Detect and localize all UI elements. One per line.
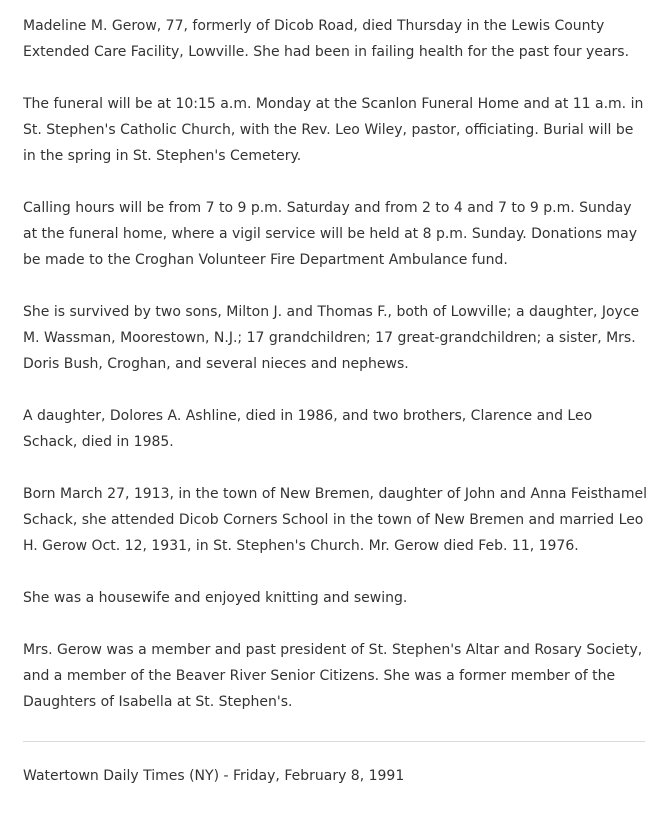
paragraph-survivors: She is survived by two sons, Milton J. and Thomas F., both of Lowville; a daughter, Joyce M. Wassman, Moorestown, N.J.; 17 grandchildren; 17 great-grandchildren; a sister, Mrs. Doris Bush, Croghan, and several nieces and nephews.	[23, 304, 640, 372]
paragraph-predeceased: A daughter, Dolores A. Ashline, died in 1986, and two brothers, Clarence and Leo Schack, died in 1985.	[23, 408, 593, 450]
source-divider	[23, 741, 645, 742]
source-citation: Watertown Daily Times (NY) - Friday, February 8, 1991	[23, 768, 405, 784]
paragraph-calling-hours: Calling hours will be from 7 to 9 p.m. Saturday and from 2 to 4 and 7 to 9 p.m. Sunday at the funeral home, where a vigil service will be held at 8 p.m. Sunday. Donations may be made to the Croghan Volunteer Fire Department Ambulance fund.	[23, 200, 637, 268]
paragraph-death-notice: Madeline M. Gerow, 77, formerly of Dicob Road, died Thursday in the Lewis County Extended Care Facility, Lowville. She had been in failing health for the past four years.	[23, 18, 630, 60]
paragraph-hobbies: She was a housewife and enjoyed knitting and sewing.	[23, 590, 408, 606]
paragraph-memberships: Mrs. Gerow was a member and past president of St. Stephen's Altar and Rosary Society, and a member of the Beaver River Senior Citizens. She was a former member of the Daughters of Isabella at St. Stephen's.	[23, 642, 643, 710]
paragraph-biography: Born March 27, 1913, in the town of New Bremen, daughter of John and Anna Feisthamel Schack, she attended Dicob Corners School in the town of New Bremen and married Leo H. Gerow Oct. 12, 1931, in St. Stephen's Church. Mr. Gerow died Feb. 11, 1976.	[23, 486, 648, 554]
paragraph-funeral: The funeral will be at 10:15 a.m. Monday at the Scanlon Funeral Home and at 11 a.m. in St. Stephen's Catholic Church, with the Rev. Leo Wiley, pastor, officiating. Burial will be in the spring in St. Stephen's Cemetery.	[23, 96, 644, 164]
